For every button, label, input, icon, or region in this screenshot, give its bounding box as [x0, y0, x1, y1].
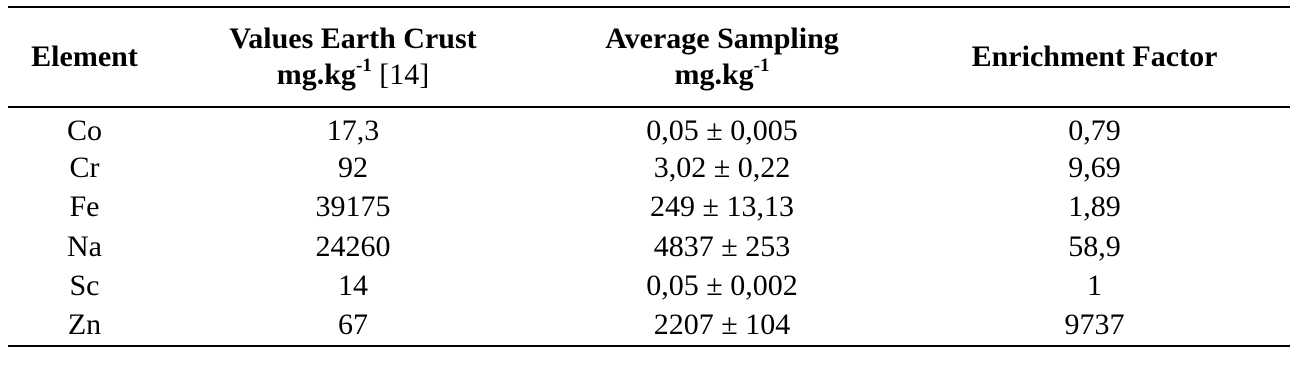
cell-earth-crust: 92	[338, 150, 368, 184]
header-enrichment-label: Enrichment Factor	[971, 40, 1218, 73]
cell-sampling: 0,05 ± 0,002	[646, 269, 798, 303]
header-element	[8, 7, 161, 107]
header-earth-crust-reference: [14]	[379, 58, 430, 91]
header-sampling-unit: mg.kg	[674, 58, 754, 91]
header-sampling	[545, 7, 899, 107]
header-row	[8, 7, 1290, 107]
cell-element: Co	[66, 114, 102, 147]
table-row	[8, 306, 1290, 346]
cell-sampling: 3,02 ± 0,22	[653, 150, 791, 184]
cell-sampling: 0,05 ± 0,005	[646, 114, 798, 147]
table-row	[8, 107, 1290, 148]
table-header	[8, 7, 1290, 107]
cell-sampling: 4837 ± 253	[653, 229, 791, 263]
header-earth-crust-unit: mg.kg	[276, 58, 356, 91]
cell-enrichment: 58,9	[1068, 229, 1121, 263]
cell-enrichment: 1	[1087, 269, 1102, 303]
cell-earth-crust: 17,3	[326, 114, 380, 147]
cell-enrichment: 9,69	[1068, 150, 1121, 184]
cell-element: Zn	[8, 306, 161, 346]
table-row	[8, 227, 1290, 267]
header-element-label: Element	[31, 40, 138, 73]
cell-enrichment: 0,79	[1068, 114, 1121, 147]
cell-element: Fe	[69, 190, 100, 224]
cell-element: Sc	[69, 269, 100, 303]
header-sampling-exponent: -1	[753, 55, 770, 76]
cell-earth-crust: 14	[338, 269, 368, 303]
table-row	[8, 188, 1290, 228]
cell-earth-crust: 39175	[315, 190, 391, 224]
table-row	[8, 148, 1290, 188]
table-row	[8, 267, 1290, 307]
cell-enrichment: 1,89	[1068, 190, 1121, 224]
header-earth-crust	[161, 7, 545, 107]
table-body	[8, 107, 1290, 346]
cell-enrichment: 9737	[899, 306, 1290, 346]
enrichment-factor-table	[8, 6, 1290, 347]
header-enrichment	[899, 7, 1290, 107]
cell-sampling: 2207 ± 104	[545, 306, 899, 346]
cell-earth-crust: 67	[161, 306, 545, 346]
cell-element: Cr	[69, 150, 100, 184]
header-earth-crust-exponent: -1	[355, 55, 372, 76]
cell-earth-crust: 24260	[315, 229, 391, 263]
header-earth-crust-title: Values Earth Crust	[229, 22, 477, 55]
data-table-container	[8, 6, 1290, 347]
cell-element: Na	[67, 229, 102, 263]
cell-sampling: 249 ± 13,13	[650, 190, 794, 224]
header-sampling-title: Average Sampling	[605, 22, 839, 55]
